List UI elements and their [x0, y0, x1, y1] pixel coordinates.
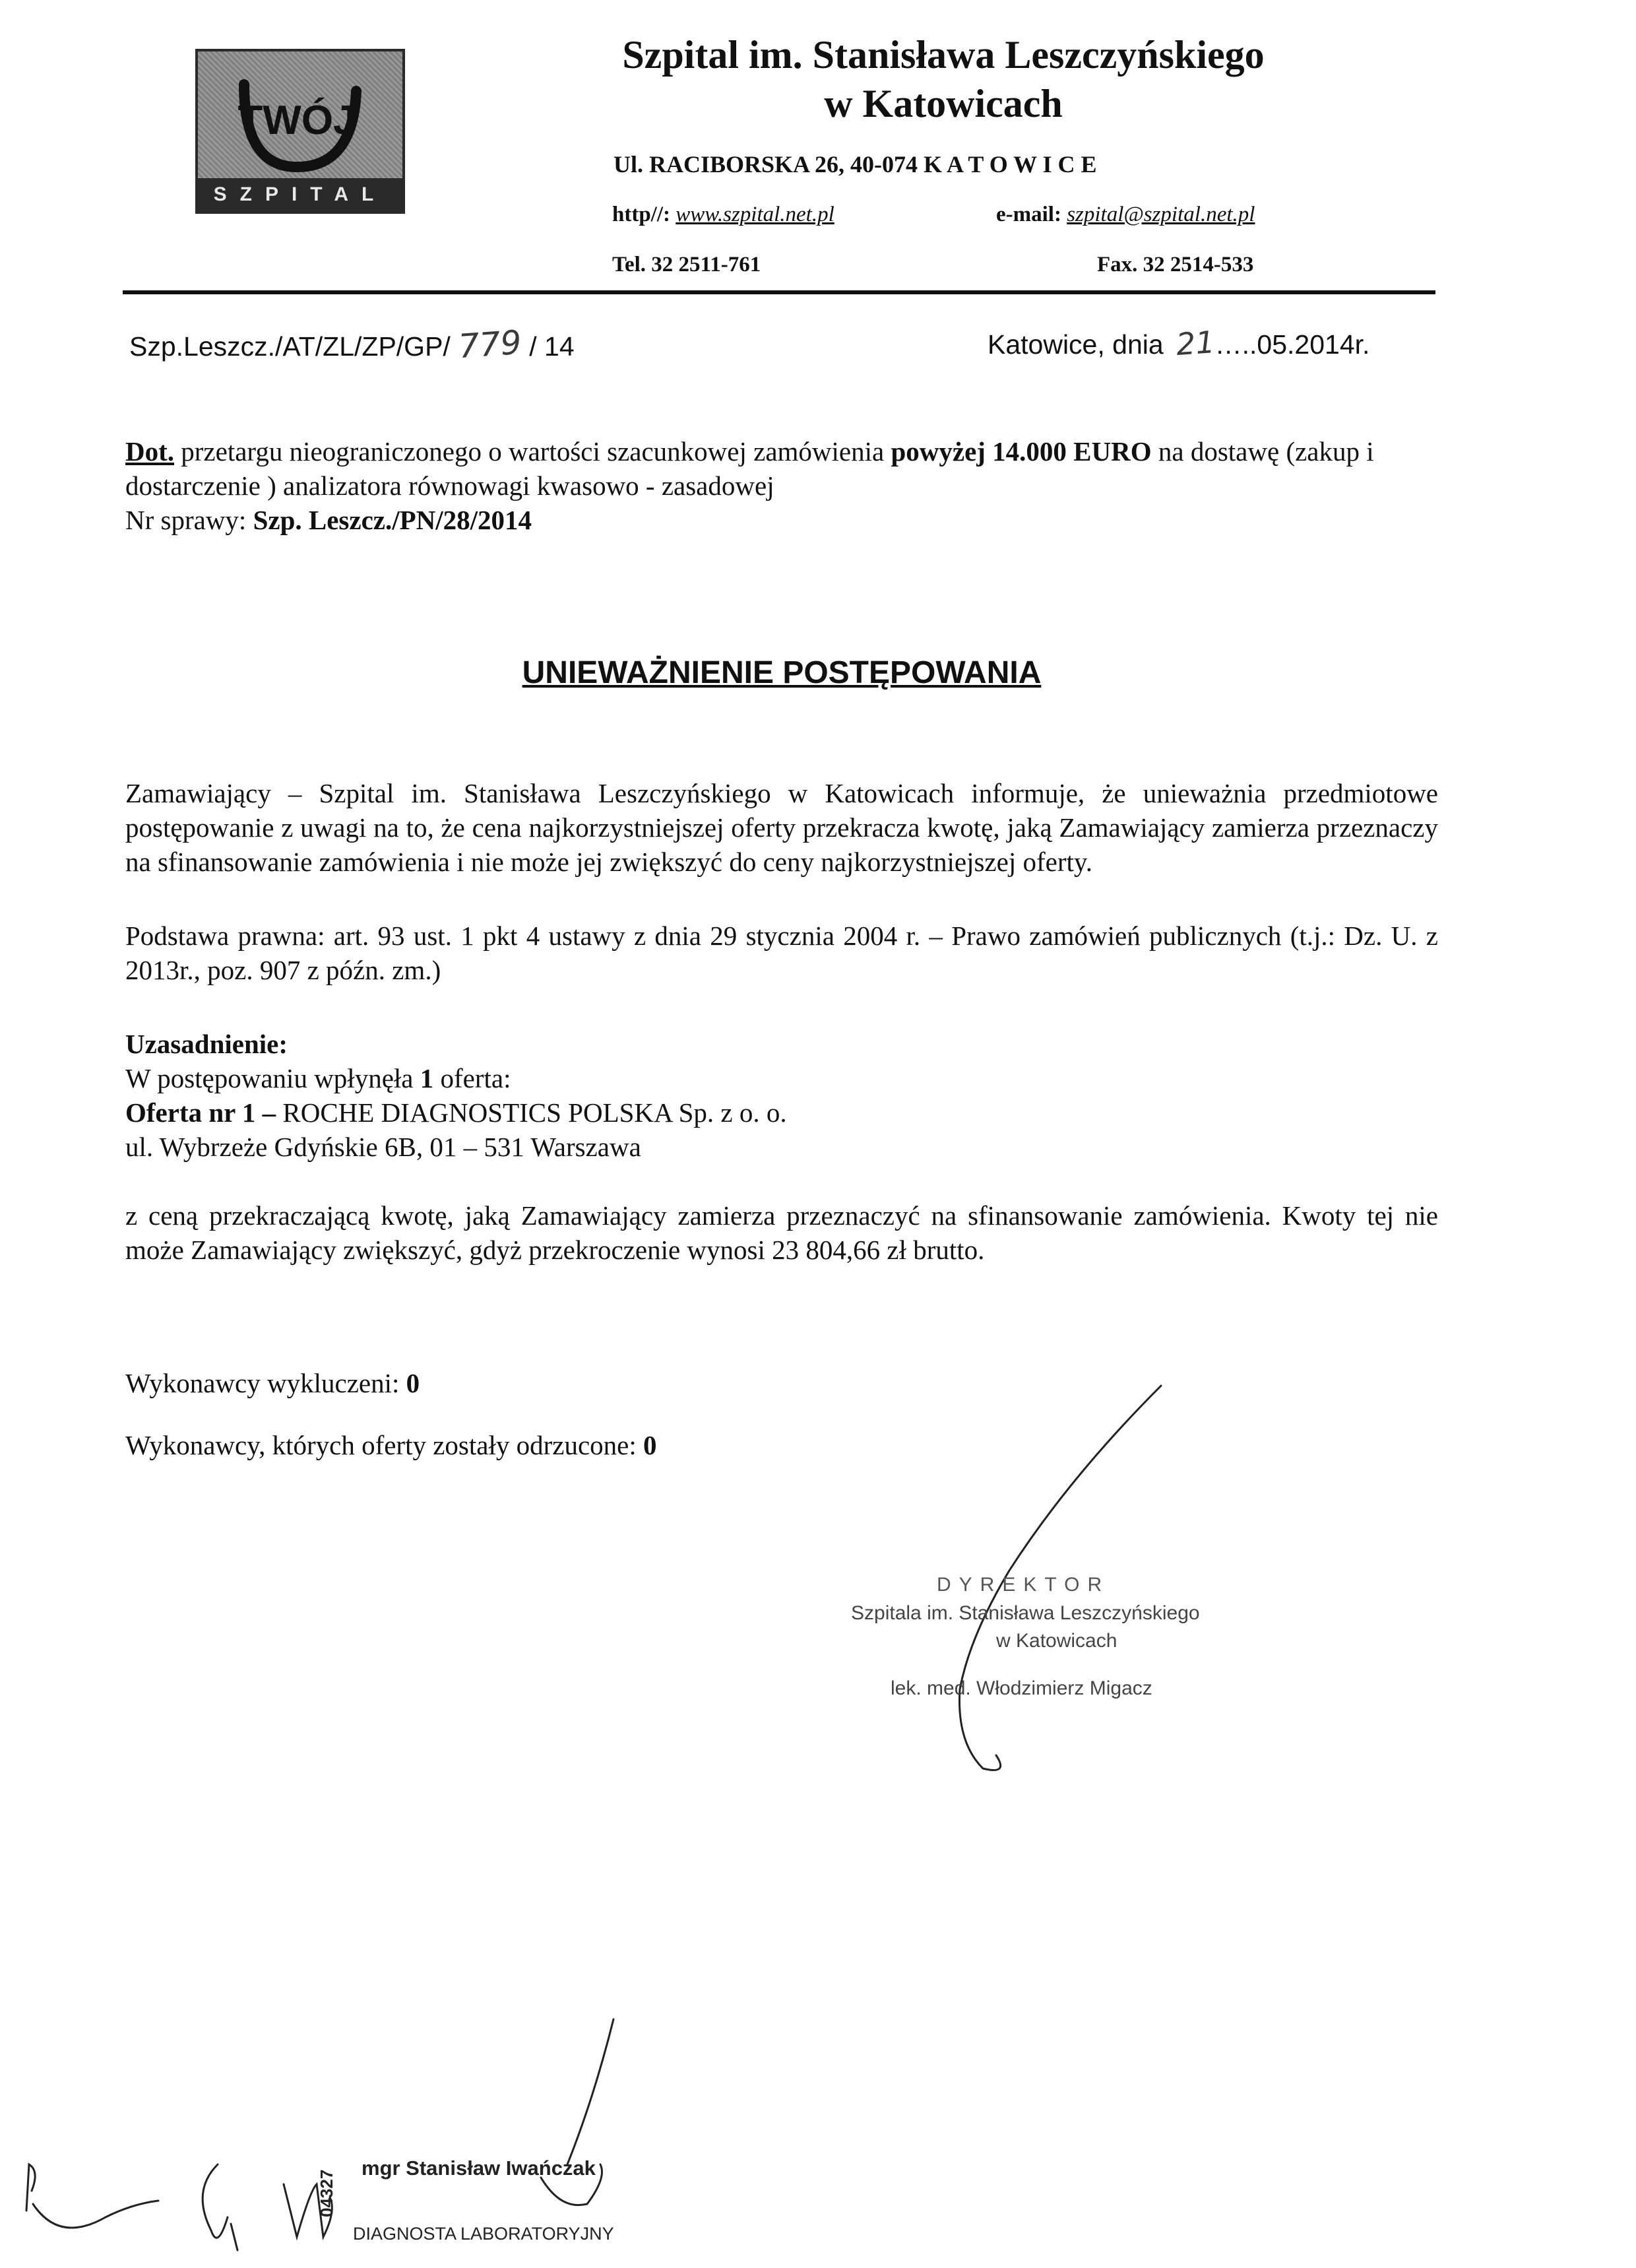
email-line — [996, 203, 1255, 227]
offer-address: ul. Wybrzeże Gdyńskie 6B, 01 – 531 Warszawa — [125, 1132, 641, 1162]
reference-prefix: Szp.Leszcz./AT/ZL/ZP/GP/ — [129, 331, 451, 362]
reference-suffix: / 14 — [529, 331, 575, 362]
case-label: Nr sprawy: — [125, 505, 253, 535]
document-title: UNIEWAŻNIENIE POSTĘPOWANIA — [522, 655, 1042, 690]
subject-block — [125, 434, 1438, 537]
email-label: e-mail: — [996, 203, 1061, 226]
hospital-name-line1: Szpital im. Stanisława Leszczyńskiego — [622, 33, 1265, 77]
lab-stamp-role: DIAGNOSTA LABORATORYJNY — [353, 2224, 614, 2244]
justification-heading: Uzasadnienie: — [125, 1029, 288, 1059]
director-stamp-line1: Szpitala im. Stanisława Leszczyńskiego — [851, 1602, 1200, 1624]
date-prefix: Katowice, dnia — [988, 329, 1164, 360]
offer-number: Oferta nr 1 – — [125, 1097, 276, 1128]
body-paragraph-2: Podstawa prawna: art. 93 ust. 1 pkt 4 ustawy z dnia 29 stycznia 2004 r. – Prawo zamówień publicznych (t.j.: Dz. U. z 2013r., poz. 907 z późn. zm.) — [125, 921, 1438, 985]
subject-text2: na dostawę (zakup i dostarczenie ) analizatora równowagi kwasowo - zasadowej — [125, 436, 1374, 501]
subject-text1: przetargu nieograniczonego o wartości szacunkowej zamówienia — [174, 436, 891, 467]
director-stamp-title: DYREKTOR — [937, 1574, 1110, 1596]
offers-received-end: oferta: — [433, 1063, 511, 1093]
lab-signature-stroke — [528, 2013, 633, 2237]
subject-threshold: powyżej 14.000 EURO — [891, 436, 1152, 467]
reference-number — [129, 325, 575, 364]
hospital-logo — [195, 49, 405, 214]
website-label: http//: — [612, 203, 671, 226]
reference-handwritten-number: 779 — [456, 323, 523, 366]
rejected-offers — [125, 1428, 1438, 1462]
offers-received-count: 1 — [420, 1063, 434, 1093]
body-paragraph-1: Zamawiający – Szpital im. Stanisława Leszczyńskiego w Katowicach informuje, że unieważnia przedmiotowe postępowanie z uwagi na to, że cena najkorzystniejszej oferty przekracza kwotę, jaką Zamawiający zamierza przeznaczy na sfinansowanie zamówienia i nie może jej zwiększyć do ceny najkorzystniejszej oferty. — [125, 778, 1438, 877]
date-dots: …. — [1214, 329, 1250, 360]
hospital-address: Ul. RACIBORSKA 26, 40-074 K A T O W I C E — [614, 151, 1097, 178]
rejected-label: Wykonawcy, których oferty zostały odrzucone: — [125, 1430, 643, 1460]
hospital-name-line2: w Katowicach — [824, 82, 1063, 125]
email-link[interactable]: szpital@szpital.net.pl — [1067, 203, 1255, 226]
offer-company: ROCHE DIAGNOSTICS POLSKA Sp. z o. o. — [276, 1097, 787, 1128]
website-link[interactable]: www.szpital.net.pl — [676, 203, 834, 226]
excluded-contractors — [125, 1366, 1438, 1400]
logo-letters: TWÓJ — [237, 98, 356, 143]
lab-stamp-number: 04327 — [317, 2169, 336, 2217]
excluded-label: Wykonawcy wykluczeni: — [125, 1368, 406, 1398]
document-date — [988, 325, 1369, 361]
logo-band-text: SZPITAL — [198, 178, 402, 211]
website-line — [612, 203, 834, 227]
justification-block — [125, 1027, 1438, 1164]
telephone: Tel. 32 2511-761 — [612, 253, 761, 276]
offers-received-text: W postępowaniu wpłynęła — [125, 1063, 420, 1093]
justification-paragraph: z ceną przekraczającą kwotę, jaką Zamawiający zamierza przeznaczyć na sfinansowanie zamówienia. Kwoty tej nie może Zamawiający zwiększyć, gdyż przekroczenie wynosi 23 804,66 zł brutto. — [125, 1200, 1438, 1265]
subject-label: Dot. — [125, 436, 175, 467]
date-suffix: .05.2014r. — [1249, 329, 1370, 360]
director-stamp-line3: lek. med. Włodzimierz Migacz — [891, 1677, 1152, 1699]
rejected-value: 0 — [643, 1430, 657, 1460]
excluded-value: 0 — [406, 1368, 420, 1398]
case-number: Szp. Leszcz./PN/28/2014 — [253, 505, 532, 535]
director-stamp-line2: w Katowicach — [996, 1630, 1117, 1652]
header-divider — [123, 290, 1435, 294]
lab-stamp-name: mgr Stanisław Iwańczak — [362, 2156, 596, 2180]
smile-logo-icon — [198, 51, 402, 183]
date-handwritten-day: 21 — [1175, 324, 1216, 362]
fax: Fax. 32 2514-533 — [1097, 253, 1254, 276]
